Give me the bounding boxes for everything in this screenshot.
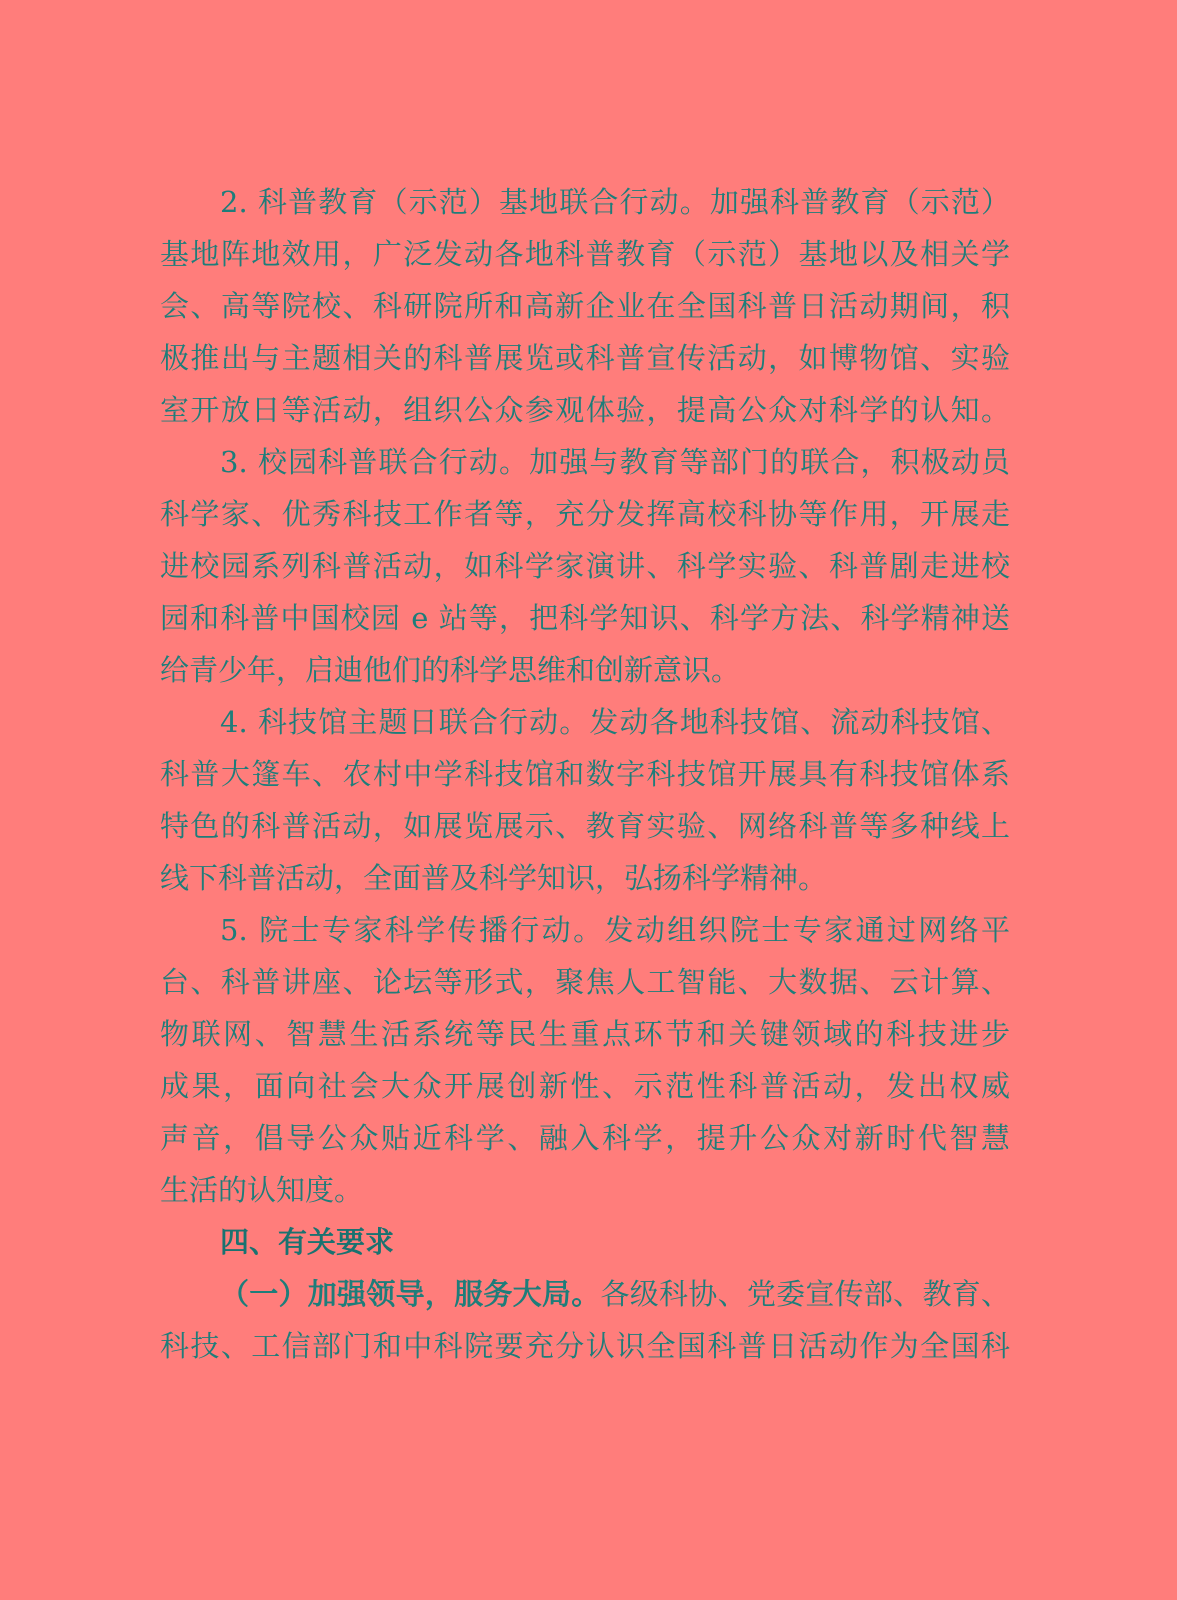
subsection-line1-rest: 各级科协、党委宣传部、教育、 bbox=[600, 1277, 1010, 1311]
text-line: 2. 科普教育（示范）基地联合行动。加强科普教育（示范） bbox=[220, 185, 1010, 219]
section-heading: 四、有关要求 bbox=[220, 1225, 395, 1259]
text-line: 物联网、智慧生活系统等民生重点环节和关键领域的科技进步 bbox=[160, 1017, 1010, 1051]
text-line: 科普大篷车、农村中学科技馆和数字科技馆开展具有科技馆体系 bbox=[160, 757, 1010, 791]
paragraph-2 bbox=[160, 176, 1010, 436]
subsection-paragraph bbox=[160, 1268, 1010, 1372]
text-line: 极推出与主题相关的科普展览或科普宣传活动，如博物馆、实验 bbox=[160, 341, 1010, 375]
text-line: 成果，面向社会大众开展创新性、示范性科普活动，发出权威 bbox=[160, 1069, 1010, 1103]
text-line bbox=[160, 1268, 1010, 1320]
text-line: 科学家、优秀科技工作者等，充分发挥高校科协等作用，开展走 bbox=[160, 497, 1010, 531]
text-line: 科技、工信部门和中科院要充分认识全国科普日活动作为全国科 bbox=[160, 1329, 1010, 1363]
paragraph-5 bbox=[160, 904, 1010, 1216]
subsection-lead: （一）加强领导，服务大局。 bbox=[220, 1277, 601, 1311]
text-line: 线下科普活动，全面普及科学知识，弘扬科学精神。 bbox=[160, 861, 828, 895]
text-line: 生活的认知度。 bbox=[160, 1173, 364, 1207]
text-line: 5. 院士专家科学传播行动。发动组织院士专家通过网络平 bbox=[220, 913, 1010, 947]
paragraph-4 bbox=[160, 696, 1010, 904]
text-line: 基地阵地效用，广泛发动各地科普教育（示范）基地以及相关学 bbox=[160, 237, 1010, 271]
document-body bbox=[160, 176, 1010, 1372]
text-line: 3. 校园科普联合行动。加强与教育等部门的联合，积极动员 bbox=[220, 445, 1010, 479]
text-line: 室开放日等活动，组织公众参观体验，提高公众对科学的认知。 bbox=[160, 393, 1010, 427]
text-line: 台、科普讲座、论坛等形式，聚焦人工智能、大数据、云计算、 bbox=[160, 965, 1010, 999]
text-line: 进校园系列科普活动，如科学家演讲、科学实验、科普剧走进校 bbox=[160, 549, 1010, 583]
text-line: 给青少年，启迪他们的科学思维和创新意识。 bbox=[160, 653, 741, 687]
text-line: 声音，倡导公众贴近科学、融入科学，提升公众对新时代智慧 bbox=[160, 1121, 1010, 1155]
text-line: 会、高等院校、科研院所和高新企业在全国科普日活动期间，积 bbox=[160, 289, 1010, 323]
text-line: 4. 科技馆主题日联合行动。发动各地科技馆、流动科技馆、 bbox=[220, 705, 1010, 739]
text-line: 园和科普中国校园 e 站等，把科学知识、科学方法、科学精神送 bbox=[160, 601, 1010, 635]
paragraph-3 bbox=[160, 436, 1010, 696]
text-line: 特色的科普活动，如展览展示、教育实验、网络科普等多种线上 bbox=[160, 809, 1010, 843]
